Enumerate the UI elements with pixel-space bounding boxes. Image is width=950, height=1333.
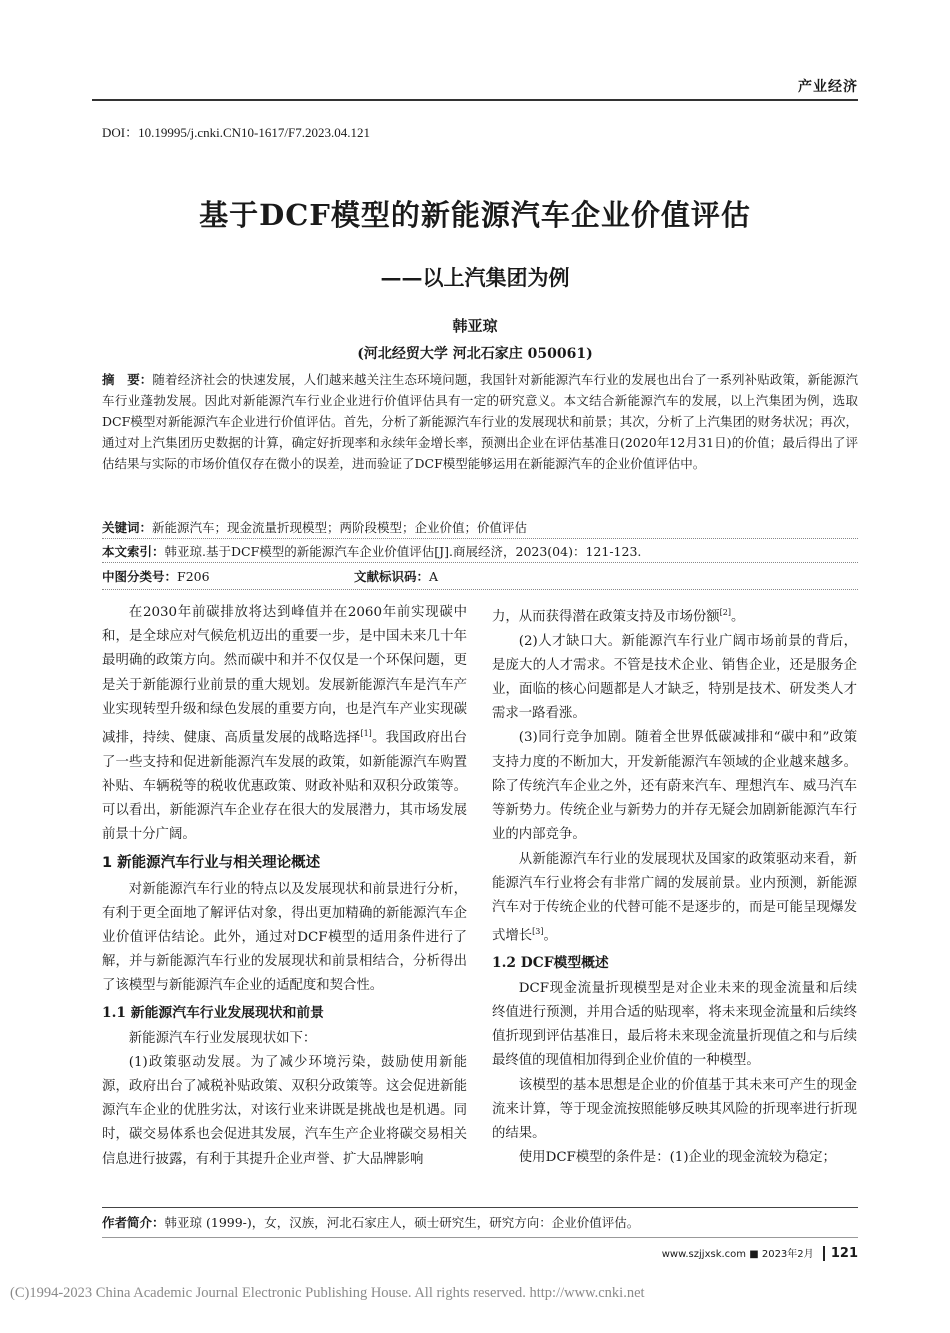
article-title: 基于DCF模型的新能源汽车企业价值评估 xyxy=(199,198,751,232)
paragraph-text: 。我国政府出台了一些支持和促进新能源汽车发展的政策，如新能源汽车购置补贴、车辆税等的税收优惠政策、财政补贴和双积分政策等。可以看出，新能源汽车企业存在很大的发展潜力，其市场发展前景十分广阔。 xyxy=(102,730,468,843)
section-heading: 1 新能源汽车行业与相关理论概述 xyxy=(102,854,321,871)
citation-text: 韩亚琼.基于DCF模型的新能源汽车企业价值评估[J].商展经济，2023(04)：121-123. xyxy=(164,544,642,559)
class-label: 中图分类号： xyxy=(102,569,178,584)
journal-section-label: 产业经济 xyxy=(798,79,858,95)
page-number: 121 xyxy=(823,1246,858,1261)
abstract-label: 摘 要： xyxy=(102,372,153,387)
keywords-text: 新能源汽车；现金流量折现模型；两阶段模型；企业价值；价值评估 xyxy=(152,520,528,535)
subsection-heading: 1.2 DCF模型概述 xyxy=(492,954,609,971)
classification-row xyxy=(102,567,858,585)
doccode-label: 文献标识码： xyxy=(354,569,430,584)
abstract-text: 随着经济社会的快速发展，人们越来越关注生态环境问题，我国针对新能源汽车行业的发展也出台了一系列补贴政策，新能源汽车行业蓬勃发展。因此对新能源汽车行业企业进行价值评估具有一定的研究意义。本文结合新能源汽车的发展，以上汽集团为例，选取DCF模型对新能源汽车企业进行价值评估。首先，分析了新能源汽车行业的发展现状和前景；其次，分析了上汽集团的财务状况；再次，通过对上汽集团历史数据的计算，确定好折现率和永续年金增长率，预测出企业在评估基准日(2020年12月31日)的价值；最后得出了评估结果与实际的市场价值仅存在微小的误差，进而验证了DCF模型能够运用在新能源汽车的企业价值评估中。 xyxy=(102,372,858,471)
paragraph: (2)人才缺口大。新能源汽车行业广阔市场前景的背后，是庞大的人才需求。不管是技术企业、销售企业，还是服务企业，面临的核心问题都是人才缺乏，特别是技术、研发类人才需求一路看涨。 xyxy=(492,633,857,722)
paragraph: 新能源汽车行业发展现状如下： xyxy=(128,1030,317,1046)
article-subtitle: ——以上汽集团为例 xyxy=(380,265,570,290)
divider xyxy=(102,538,858,539)
paragraph-text: 。 xyxy=(543,928,557,944)
citation-ref: [2] xyxy=(719,608,731,617)
citation-label: 本文索引： xyxy=(102,544,165,559)
page-footer xyxy=(662,1245,858,1261)
paragraph xyxy=(492,848,857,949)
paragraph: (3)同行竞争加剧。随着全世界低碳减排和“碳中和”政策支持力度的不断加大，开发新能源汽车领域的企业越来越多。除了传统汽车企业之外，还有蔚来汽车、理想汽车、威马汽车等新势力。传统企业与新势力的并存无疑会加剧新能源汽车行业的内部竞争。 xyxy=(492,730,857,843)
footer-date: ■ 2023年2月 xyxy=(749,1249,814,1260)
header-rule xyxy=(92,99,858,101)
divider xyxy=(102,562,858,563)
paragraph xyxy=(492,601,857,630)
copyright-watermark: (C)1994-2023 China Academic Journal Electronic Publishing House. All rights reserved. http://www.cnki.net xyxy=(10,1285,645,1301)
class-value: F206 xyxy=(177,569,210,584)
subsection-heading: 1.1 新能源汽车行业发展现状和前景 xyxy=(102,1004,324,1021)
footnote-rule xyxy=(102,1207,858,1208)
citation xyxy=(102,541,858,562)
author-bio-text: 韩亚琼 (1999-)，女，汉族，河北石家庄人，硕士研究生，研究方向：企业价值评估。 xyxy=(164,1215,640,1230)
doccode-value: A xyxy=(429,569,439,584)
author-affiliation: (河北经贸大学 河北石家庄 050061) xyxy=(357,346,593,362)
author-bio-label: 作者简介： xyxy=(102,1215,165,1230)
paragraph-text: 力，从而获得潜在政策支持及市场份额 xyxy=(492,609,720,625)
body-left-column xyxy=(102,601,467,1172)
paragraph: 该模型的基本思想是企业的价值基于其未来可产生的现金流来计算，等于现金流按照能够反映其风险的折现率进行折现的结果。 xyxy=(492,1077,857,1141)
paragraph-text: 。 xyxy=(730,609,745,625)
footer-rule xyxy=(102,1237,858,1238)
citation-ref: [3] xyxy=(532,927,544,937)
paragraph-text: 在2030年前碳排放将达到峰值并在2060年前实现碳中和，是全球应对气候危机迈出的重要一步，是中国未来几十年最明确的政策方向。然而碳中和并不仅仅是一个环保问题，更是关于新能源行业前景的重大规划。发展新能源汽车是汽车产业实现转型升级和绿色发展的重要方向，也是汽车产业实现碳减排，持续、健康、高质量发展的战略选择 xyxy=(102,605,467,746)
author-bio xyxy=(102,1213,639,1231)
divider xyxy=(102,589,858,590)
keywords xyxy=(102,517,858,538)
doi: DOI：10.19995/j.cnki.CN10-1617/F7.2023.04.121 xyxy=(102,125,370,140)
citation-ref: [1] xyxy=(360,729,372,739)
abstract xyxy=(102,369,858,474)
footer-site: www.szjjxsk.com xyxy=(661,1249,747,1260)
paragraph: (1)政策驱动发展。为了减少环境污染，鼓励使用新能源，政府出台了减税补贴政策、双积分政策等。这会促进新能源汽车企业的优胜劣汰，对该行业来讲既是挑战也是机遇。同时，碳交易体系也会促进其发展，汽车生产企业将碳交易相关信息进行披露，有利于其提升企业声誉、扩大品牌影响 xyxy=(102,1054,467,1167)
paragraph: 对新能源汽车行业的特点以及发展现状和前景进行分析，有利于更全面地了解评估对象，得出更加精确的新能源汽车企业价值评估结论。此外，通过对DCF模型的适用条件进行了解，并与新能源汽车行业的发展现状和前景相结合，分析得出了该模型与新能源汽车企业的适配度和契合性。 xyxy=(102,881,467,994)
keywords-label: 关键词： xyxy=(102,520,153,535)
paragraph xyxy=(102,601,467,848)
paragraph: DCF现金流量折现模型是对企业未来的现金流量和后续终值进行预测，并用合适的贴现率，将未来现金流量和后续终值折现到评估基准日，最后将未来现金流量折现值之和与后续最终值的现值相加得到企业价值的一种模型。 xyxy=(492,980,857,1069)
paragraph-text: 从新能源汽车行业的发展现状及国家的政策驱动来看，新能源汽车行业将会有非常广阔的发展前景。业内预测，新能源汽车对于传统企业的代替可能不是逐步的，而是可能呈现爆发式增长 xyxy=(492,851,857,944)
paragraph: 使用DCF模型的条件是：(1)企业的现金流较为稳定； xyxy=(518,1150,836,1166)
body-right-column xyxy=(492,601,857,1170)
author-name: 韩亚琼 xyxy=(452,317,498,335)
